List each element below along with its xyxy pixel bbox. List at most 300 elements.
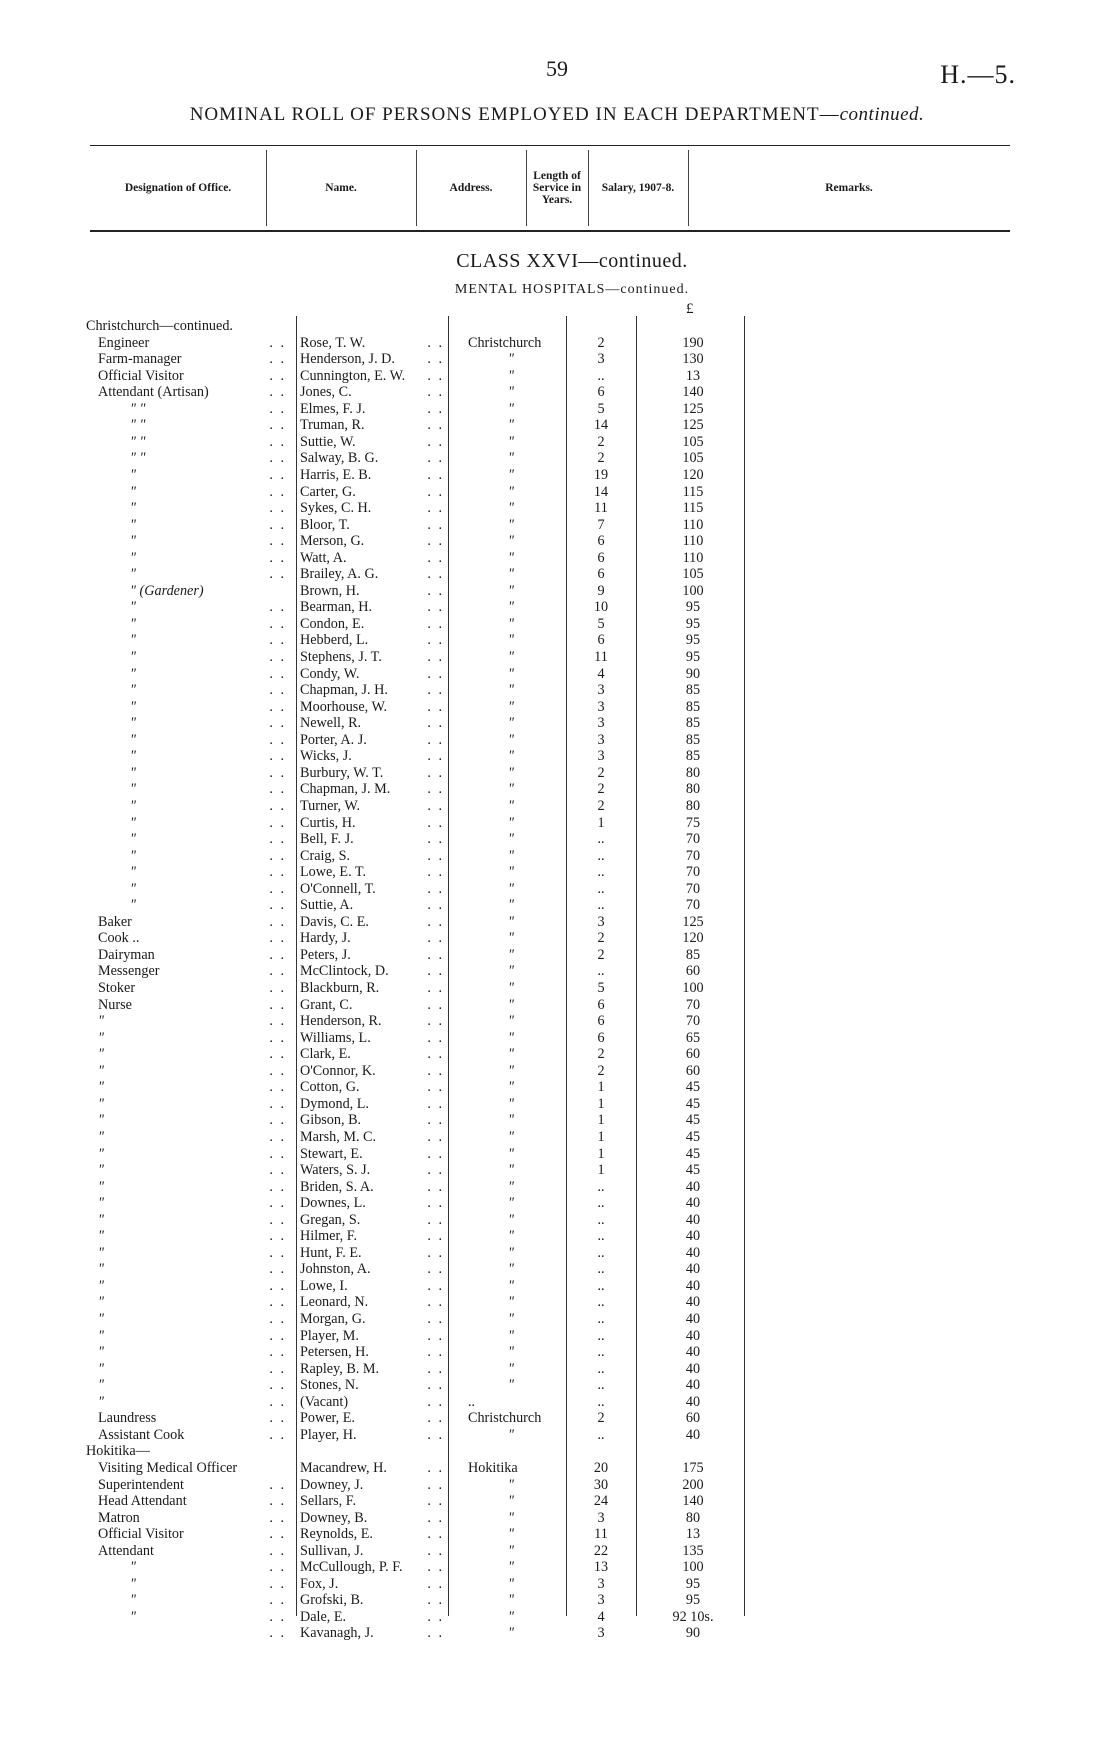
leader-dots: . .	[427, 433, 444, 450]
address-cell: "	[508, 400, 514, 417]
length-of-service-cell: 6	[597, 632, 605, 649]
length-of-service-cell: 2	[597, 781, 605, 798]
name-cell: McCullough, P. F.	[300, 1559, 403, 1576]
salary-cell: 125	[682, 400, 704, 417]
salary-cell: 40	[685, 1377, 701, 1394]
name-cell: Cotton, G.	[300, 1079, 360, 1096]
table-row	[0, 484, 1114, 500]
leader-dots: . .	[269, 1244, 286, 1261]
designation-cell: Engineer	[98, 334, 150, 351]
leader-dots: . .	[269, 913, 286, 930]
header-remarks: Remarks.	[825, 182, 873, 194]
salary-cell: 110	[682, 549, 704, 566]
leader-dots: . .	[269, 682, 286, 699]
name-cell: Clark, E.	[300, 1046, 351, 1063]
table-row	[0, 715, 1114, 731]
page-number: 59	[546, 56, 568, 81]
address-cell: "	[508, 1377, 514, 1394]
address-cell: "	[508, 1344, 514, 1361]
designation-cell: "	[130, 615, 136, 632]
name-cell: Salway, B. G.	[300, 450, 379, 467]
address-cell: "	[508, 1608, 514, 1625]
leader-dots: . .	[269, 400, 286, 417]
leader-dots: . .	[427, 1476, 444, 1493]
salary-cell: 95	[685, 1592, 701, 1609]
leader-dots: . .	[427, 450, 444, 467]
name-cell: Grofski, B.	[300, 1592, 364, 1609]
table-row	[0, 1543, 1114, 1559]
name-cell: Hunt, F. E.	[300, 1244, 362, 1261]
designation-cell: "	[130, 847, 136, 864]
leader-dots: . .	[427, 698, 444, 715]
leader-dots: . .	[269, 1261, 286, 1278]
document-reference: H.—5.	[940, 60, 1016, 89]
length-of-service-cell: 6	[597, 549, 605, 566]
table-row	[0, 1559, 1114, 1575]
table-row	[0, 351, 1114, 367]
table-row	[0, 517, 1114, 533]
leader-dots: . .	[269, 1476, 286, 1493]
designation-cell: "	[130, 864, 136, 881]
designation-cell: Assistant Cook	[98, 1426, 185, 1443]
leader-dots: . .	[427, 367, 444, 384]
leader-dots: . .	[427, 1592, 444, 1609]
name-cell: Bell, F. J.	[300, 831, 354, 848]
address-cell: "	[508, 880, 514, 897]
leader-dots: . .	[269, 1311, 286, 1327]
table-row	[0, 1493, 1114, 1509]
name-cell: (Vacant)	[300, 1393, 349, 1410]
salary-cell: 120	[682, 466, 704, 483]
address-cell: "	[508, 1145, 514, 1162]
table-row	[0, 1096, 1114, 1112]
salary-cell: 85	[685, 946, 701, 963]
name-cell: Brown, H.	[300, 582, 360, 599]
salary-cell: 175	[682, 1459, 704, 1476]
designation-cell: "	[130, 1592, 136, 1609]
length-of-service-cell: 11	[594, 649, 608, 665]
leader-dots: . .	[269, 814, 286, 831]
length-of-service-cell: ..	[597, 1344, 605, 1361]
leader-dots: . .	[427, 1410, 444, 1427]
salary-cell: 105	[682, 566, 704, 583]
designation-cell: Dairyman	[98, 946, 155, 963]
salary-cell: 115	[682, 483, 704, 500]
length-of-service-cell: 19	[593, 466, 609, 483]
table-row	[0, 947, 1114, 963]
name-cell: Lowe, E. T.	[300, 864, 367, 881]
table-row	[0, 417, 1114, 433]
leader-dots: . .	[269, 384, 286, 401]
salary-cell: 95	[685, 649, 701, 665]
leader-dots: . .	[427, 764, 444, 781]
length-of-service-cell: 3	[597, 731, 605, 748]
address-cell: "	[508, 1211, 514, 1228]
salary-cell: 95	[685, 615, 701, 632]
leader-dots: . .	[269, 1509, 286, 1526]
designation-cell: "	[98, 1377, 104, 1394]
leader-dots: . .	[427, 897, 444, 914]
leader-dots: . .	[269, 731, 286, 748]
length-of-service-cell: ..	[597, 880, 605, 897]
designation-cell: "	[98, 1294, 104, 1311]
address-cell: "	[508, 1559, 514, 1576]
designation-cell: "	[130, 682, 136, 699]
leader-dots: . .	[427, 1542, 444, 1559]
name-cell: Hardy, J.	[300, 930, 351, 947]
name-cell: Chapman, J. H.	[300, 682, 388, 699]
length-of-service-cell: 3	[597, 748, 605, 765]
leader-dots: . .	[269, 516, 286, 533]
length-of-service-cell: 2	[597, 334, 605, 351]
length-of-service-cell: ..	[597, 1277, 605, 1294]
salary-cell: 40	[685, 1261, 701, 1278]
designation-cell: "	[130, 797, 136, 814]
length-of-service-cell: 3	[597, 351, 605, 368]
length-of-service-cell: 3	[597, 1592, 605, 1609]
table-row	[0, 1592, 1114, 1608]
name-cell: Newell, R.	[300, 715, 362, 732]
salary-cell: 80	[685, 797, 701, 814]
salary-cell: 70	[685, 847, 701, 864]
designation-cell: "	[98, 1360, 104, 1377]
leader-dots: . .	[427, 417, 444, 434]
table-row	[0, 368, 1114, 384]
designation-cell: "	[130, 1559, 136, 1576]
salary-cell: 100	[682, 980, 704, 996]
leader-dots: . .	[269, 864, 286, 881]
leader-dots: . .	[427, 1029, 444, 1046]
header-length-of-service: Length of Service in Years.	[532, 170, 582, 206]
leader-dots: . .	[427, 930, 444, 947]
leader-dots: . .	[427, 831, 444, 848]
header-address: Address.	[449, 182, 493, 194]
address-cell: "	[508, 1476, 514, 1493]
page-title	[0, 104, 1114, 126]
leader-dots: . .	[427, 1162, 444, 1179]
leader-dots: . .	[427, 1244, 444, 1261]
table-row	[0, 831, 1114, 847]
length-of-service-cell: 1	[597, 1128, 605, 1145]
salary-cell: 95	[685, 1575, 701, 1592]
designation-cell: Baker	[98, 913, 132, 930]
leader-dots: . .	[269, 1526, 286, 1543]
length-of-service-cell: 11	[594, 500, 608, 517]
length-of-service-cell: ..	[597, 1211, 605, 1228]
address-cell: "	[508, 483, 514, 500]
address-cell: "	[508, 1277, 514, 1294]
leader-dots: . .	[427, 797, 444, 814]
name-cell: Leonard, N.	[300, 1294, 369, 1311]
length-of-service-cell: ..	[597, 1426, 605, 1443]
leader-dots: . .	[427, 1062, 444, 1079]
table-row	[0, 1410, 1114, 1426]
table-row	[0, 1510, 1114, 1526]
length-of-service-cell: 3	[597, 682, 605, 699]
length-of-service-cell: ..	[597, 864, 605, 881]
address-cell: "	[508, 1526, 514, 1543]
table-row	[0, 616, 1114, 632]
table-row	[0, 1245, 1114, 1261]
name-cell: Player, M.	[300, 1327, 359, 1344]
leader-dots: . .	[427, 1327, 444, 1344]
leader-dots: . .	[269, 930, 286, 947]
leader-dots: . .	[269, 946, 286, 963]
name-cell: Downey, B.	[300, 1509, 368, 1526]
leader-dots: . .	[427, 1079, 444, 1096]
salary-cell: 200	[682, 1476, 704, 1493]
leader-dots: . .	[427, 946, 444, 963]
length-of-service-cell: 1	[597, 1095, 605, 1112]
address-cell: "	[508, 549, 514, 566]
address-cell: "	[508, 897, 514, 914]
leader-dots: . .	[427, 1261, 444, 1278]
table-row	[0, 1162, 1114, 1178]
name-cell: Stewart, E.	[300, 1145, 363, 1162]
salary-cell: 125	[682, 913, 704, 930]
designation-cell: "	[98, 1128, 104, 1145]
name-cell: Player, H.	[300, 1426, 357, 1443]
salary-cell: 45	[685, 1095, 701, 1112]
leader-dots: . .	[269, 1575, 286, 1592]
designation-cell: "	[98, 1062, 104, 1079]
salary-cell: 70	[685, 897, 701, 914]
address-cell: "	[508, 1013, 514, 1030]
salary-cell: 40	[685, 1211, 701, 1228]
leader-dots: . .	[427, 1526, 444, 1543]
name-cell: Williams, L.	[300, 1029, 371, 1046]
leader-dots: . .	[427, 913, 444, 930]
name-cell: Condy, W.	[300, 665, 360, 682]
subsection-heading: MENTAL HOSPITALS—continued.	[454, 282, 690, 297]
length-of-service-cell: ..	[597, 1178, 605, 1195]
length-of-service-cell: 1	[597, 1112, 605, 1129]
address-cell: "	[508, 615, 514, 632]
table-row	[0, 1576, 1114, 1592]
leader-dots: . .	[427, 533, 444, 550]
address-cell: "	[508, 1244, 514, 1261]
table-row	[0, 748, 1114, 764]
length-of-service-cell: ..	[597, 1195, 605, 1212]
length-of-service-cell: 14	[593, 417, 609, 434]
table-row	[0, 467, 1114, 483]
table-row	[0, 1294, 1114, 1310]
address-cell: "	[508, 1195, 514, 1212]
table-row	[0, 930, 1114, 946]
table-row	[0, 649, 1114, 665]
name-cell: Reynolds, E.	[300, 1526, 373, 1543]
length-of-service-cell: 2	[597, 1046, 605, 1063]
salary-cell: 85	[685, 698, 701, 715]
address-cell: "	[508, 864, 514, 881]
table-row	[0, 500, 1114, 516]
salary-cell: 140	[682, 384, 704, 401]
table-row	[0, 1427, 1114, 1443]
address-cell: "	[508, 913, 514, 930]
address-cell: "	[508, 582, 514, 599]
designation-cell: "	[130, 533, 136, 550]
designation-cell: "	[98, 1327, 104, 1344]
address-cell: "	[508, 1426, 514, 1443]
leader-dots: . .	[427, 615, 444, 632]
salary-cell: 45	[685, 1145, 701, 1162]
address-cell: "	[508, 1261, 514, 1278]
name-cell: Craig, S.	[300, 847, 351, 864]
leader-dots: . .	[269, 615, 286, 632]
leader-dots: . .	[427, 1211, 444, 1228]
table-row	[0, 384, 1114, 400]
leader-dots: . .	[269, 500, 286, 517]
leader-dots: . .	[427, 1625, 444, 1642]
salary-cell: 80	[685, 764, 701, 781]
length-of-service-cell: 6	[597, 533, 605, 550]
address-cell: "	[508, 1625, 514, 1642]
leader-dots: . .	[269, 549, 286, 566]
leader-dots: . .	[427, 599, 444, 616]
designation-cell: Head Attendant	[98, 1493, 187, 1510]
designation-cell: "	[130, 781, 136, 798]
leader-dots: . .	[269, 334, 286, 351]
salary-cell: 80	[685, 1509, 701, 1526]
designation-cell: " "	[130, 400, 146, 417]
leader-dots: . .	[269, 698, 286, 715]
designation-cell: Official Visitor	[98, 367, 184, 384]
designation-cell: "	[130, 649, 136, 665]
salary-cell: 190	[682, 334, 704, 351]
name-cell: Elmes, F. J.	[300, 400, 366, 417]
designation-cell: "	[130, 549, 136, 566]
salary-cell: 120	[682, 930, 704, 947]
name-cell: Rose, T. W.	[300, 334, 366, 351]
designation-cell: " "	[130, 417, 146, 434]
salary-cell: 85	[685, 682, 701, 699]
length-of-service-cell: 2	[597, 930, 605, 947]
length-of-service-cell: 11	[594, 1526, 608, 1543]
name-cell: Bearman, H.	[300, 599, 373, 616]
length-of-service-cell: 2	[597, 433, 605, 450]
address-cell: "	[508, 1327, 514, 1344]
table-row	[0, 1361, 1114, 1377]
length-of-service-cell: 2	[597, 764, 605, 781]
designation-cell: "	[98, 1195, 104, 1212]
name-cell: Gibson, B.	[300, 1112, 362, 1129]
table-row	[0, 434, 1114, 450]
salary-cell: 40	[685, 1228, 701, 1245]
table-row	[0, 881, 1114, 897]
address-cell: "	[508, 814, 514, 831]
table-row	[0, 798, 1114, 814]
leader-dots: . .	[427, 1459, 444, 1476]
name-cell: Marsh, M. C.	[300, 1128, 377, 1145]
name-cell: Chapman, J. M.	[300, 781, 391, 798]
designation-cell: "	[98, 1228, 104, 1245]
leader-dots: . .	[427, 1509, 444, 1526]
length-of-service-cell: 3	[597, 1625, 605, 1642]
leader-dots: . .	[269, 1195, 286, 1212]
leader-dots: . .	[427, 748, 444, 765]
leader-dots: . .	[269, 880, 286, 897]
address-cell: "	[508, 731, 514, 748]
address-cell: "	[508, 963, 514, 980]
salary-cell: 125	[682, 417, 704, 434]
address-cell: "	[508, 764, 514, 781]
address-cell: "	[508, 450, 514, 467]
designation-cell: Christchurch—continued.	[86, 318, 233, 334]
salary-cell: 40	[685, 1393, 701, 1410]
leader-dots: . .	[269, 847, 286, 864]
salary-cell: 60	[685, 1410, 701, 1427]
table-row	[0, 848, 1114, 864]
name-cell: Moorhouse, W.	[300, 698, 388, 715]
salary-cell: 95	[685, 632, 701, 649]
salary-cell: 110	[682, 533, 704, 550]
length-of-service-cell: 9	[597, 582, 605, 599]
section-heading: CLASS XXVI—continued.	[456, 250, 688, 272]
address-cell: "	[508, 1311, 514, 1327]
length-of-service-cell: 2	[597, 1410, 605, 1427]
designation-cell: " "	[130, 433, 146, 450]
length-of-service-cell: ..	[597, 1327, 605, 1344]
leader-dots: . .	[427, 334, 444, 351]
name-cell: Hilmer, F.	[300, 1228, 358, 1245]
leader-dots: . .	[427, 1013, 444, 1030]
designation-cell: "	[98, 1261, 104, 1278]
name-cell: Henderson, R.	[300, 1013, 382, 1030]
address-cell: "	[508, 1493, 514, 1510]
length-of-service-cell: 2	[597, 797, 605, 814]
table-row	[0, 1328, 1114, 1344]
table-row	[0, 732, 1114, 748]
designation-cell: Matron	[98, 1509, 140, 1526]
salary-cell: 45	[685, 1162, 701, 1179]
address-cell: Hokitika	[468, 1459, 518, 1476]
leader-dots: . .	[427, 516, 444, 533]
leader-dots: . .	[269, 483, 286, 500]
leader-dots: . .	[427, 1559, 444, 1576]
designation-cell: "	[130, 632, 136, 649]
leader-dots: . .	[269, 996, 286, 1013]
leader-dots: . .	[427, 1277, 444, 1294]
address-cell: "	[508, 797, 514, 814]
designation-cell: "	[130, 731, 136, 748]
length-of-service-cell: 6	[597, 996, 605, 1013]
leader-dots: . .	[427, 1228, 444, 1245]
designation-cell: "	[98, 1277, 104, 1294]
length-of-service-cell: ..	[597, 1393, 605, 1410]
leader-dots: . .	[427, 1393, 444, 1410]
leader-dots: . .	[269, 1377, 286, 1394]
table-row	[0, 450, 1114, 466]
leader-dots: . .	[269, 781, 286, 798]
table-row	[0, 781, 1114, 797]
leader-dots: . .	[427, 963, 444, 980]
length-of-service-cell: 3	[597, 1575, 605, 1592]
leader-dots: . .	[269, 1178, 286, 1195]
name-cell: Johnston, A.	[300, 1261, 371, 1278]
leader-dots: . .	[269, 566, 286, 583]
designation-cell: "	[130, 599, 136, 616]
designation-cell: "	[98, 1393, 104, 1410]
designation-cell: "	[130, 483, 136, 500]
designation-cell: "	[130, 1608, 136, 1625]
name-cell: O'Connell, T.	[300, 880, 376, 897]
name-cell: Turner, W.	[300, 797, 361, 814]
designation-cell: "	[130, 500, 136, 517]
name-cell: Burbury, W. T.	[300, 764, 384, 781]
address-cell: "	[508, 715, 514, 732]
length-of-service-cell: ..	[597, 1261, 605, 1278]
salary-cell: 40	[685, 1195, 701, 1212]
